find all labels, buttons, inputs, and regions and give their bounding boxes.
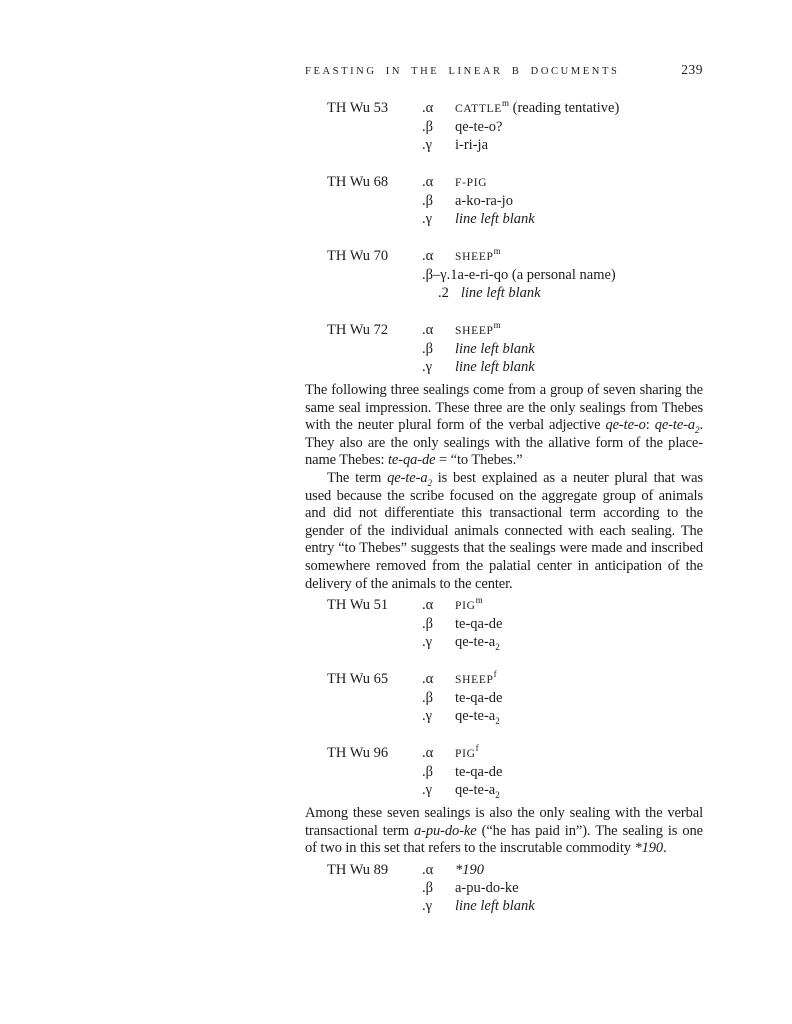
line-text bbox=[455, 596, 703, 615]
line-marker: .α bbox=[422, 248, 434, 264]
text-segment: (reading tentative) bbox=[509, 100, 620, 116]
section-entries bbox=[305, 596, 703, 799]
text-segment: line left blank bbox=[455, 359, 535, 375]
line-marker: .γ bbox=[422, 782, 433, 799]
entry-label: TH Wu 53 bbox=[327, 100, 389, 116]
text-segment: is best explained as a neuter plural that was used because the scribe focused on the aggregate group of animals and did not differentiate this transactional term according to the gender of the individual animals connected with each sealing. The entry “to Thebes” suggests that the sealings were made and inscribed somewhere removed from the palatial center in anticipation of the delivery of the animals to the center. bbox=[305, 469, 704, 592]
entry-line bbox=[422, 670, 703, 689]
entry-line bbox=[422, 689, 703, 707]
entry-line bbox=[422, 284, 703, 302]
line-marker: .γ bbox=[422, 897, 433, 914]
text-segment: qe-te-a bbox=[455, 708, 496, 725]
text-segment: f bbox=[493, 669, 497, 680]
section-entries bbox=[305, 861, 703, 915]
body-paragraph bbox=[305, 382, 703, 470]
line-marker: .α bbox=[422, 671, 434, 688]
line-text bbox=[461, 284, 703, 302]
line-marker: .β bbox=[422, 119, 434, 135]
text-segment: a-pu-do-ke bbox=[413, 822, 477, 839]
entry-line bbox=[422, 358, 703, 376]
line-text bbox=[455, 340, 703, 358]
text-segment: = “to Thebes.” bbox=[435, 452, 523, 469]
entry-lines bbox=[422, 321, 703, 376]
text-segment: a-e-ri-qo (a personal name) bbox=[457, 267, 616, 283]
line-marker: .α bbox=[422, 861, 434, 878]
page-number: 239 bbox=[681, 62, 703, 77]
sealing-entry bbox=[305, 744, 703, 799]
entry-label: TH Wu 68 bbox=[327, 174, 389, 190]
text-segment: : bbox=[645, 417, 655, 434]
line-marker: .β–γ.1 bbox=[422, 267, 458, 283]
text-segment: . They also are the only sealings with the allative form of the place-name Thebes: bbox=[305, 417, 703, 469]
line-marker: .β bbox=[422, 341, 434, 357]
line-text bbox=[455, 861, 703, 879]
entry-lines bbox=[422, 173, 703, 228]
text-segment: SHEEP bbox=[455, 674, 494, 687]
line-marker: .γ bbox=[422, 634, 433, 651]
text-segment: qe-te-a bbox=[455, 634, 496, 651]
text-segment: i-ri-ja bbox=[455, 137, 489, 153]
line-marker: .2 bbox=[438, 285, 449, 301]
text-segment: 2 bbox=[695, 425, 700, 436]
line-text bbox=[455, 210, 703, 228]
line-text bbox=[455, 99, 703, 118]
text-segment: 2 bbox=[495, 642, 500, 653]
text-segment: a-pu-do-ke bbox=[455, 879, 519, 896]
text-segment: *190 bbox=[634, 840, 664, 857]
text-segment: qe-te-a bbox=[455, 782, 496, 799]
line-text bbox=[455, 247, 703, 266]
text-segment: m bbox=[493, 320, 501, 331]
sealing-entry bbox=[305, 321, 703, 376]
line-marker: .β bbox=[422, 616, 434, 633]
entry-line bbox=[422, 136, 703, 154]
entry-line bbox=[422, 118, 703, 136]
line-marker: .β bbox=[422, 879, 434, 896]
entry-line bbox=[422, 781, 703, 799]
line-marker: .β bbox=[422, 690, 434, 707]
text-segment: te-qa-de bbox=[388, 452, 436, 469]
entry-line bbox=[422, 266, 703, 284]
entry-line bbox=[422, 633, 703, 651]
text-segment: F-PIG bbox=[455, 177, 488, 189]
text-segment: SHEEP bbox=[455, 251, 494, 263]
text-segment: m bbox=[493, 246, 501, 257]
line-text bbox=[455, 670, 703, 689]
text-segment: line left blank bbox=[460, 285, 541, 301]
sealing-entry bbox=[305, 861, 703, 915]
sealing-entry bbox=[305, 99, 703, 154]
text-segment: a-ko-ra-jo bbox=[455, 193, 513, 209]
running-header bbox=[305, 62, 703, 78]
text-segment: qe-te-o bbox=[605, 417, 646, 434]
entry-label: TH Wu 65 bbox=[327, 671, 389, 688]
line-text bbox=[455, 879, 703, 897]
text-segment: 2 bbox=[495, 790, 500, 801]
text-segment: (“he has paid in”). The sealing is one of two in this set that refers to the inscrutable commodity bbox=[305, 822, 703, 857]
entry-line bbox=[422, 210, 703, 228]
entry-label: TH Wu 72 bbox=[327, 322, 389, 338]
line-marker: .β bbox=[422, 193, 434, 209]
line-marker: .γ bbox=[422, 359, 433, 375]
entry-line bbox=[422, 861, 703, 879]
line-text bbox=[455, 707, 703, 725]
line-marker: .α bbox=[422, 100, 434, 116]
entry-lines bbox=[422, 861, 703, 915]
text-segment: . bbox=[663, 840, 667, 857]
body-paragraph bbox=[305, 470, 703, 593]
page-content bbox=[305, 99, 703, 915]
line-text bbox=[455, 358, 703, 376]
line-marker: .α bbox=[422, 597, 434, 614]
text-segment: te-qa-de bbox=[455, 616, 503, 633]
line-text bbox=[455, 118, 703, 136]
line-text bbox=[455, 615, 703, 633]
entry-line bbox=[422, 897, 703, 915]
line-text bbox=[455, 136, 703, 154]
entry-line bbox=[422, 596, 703, 615]
body-paragraph bbox=[305, 805, 703, 858]
entry-label: TH Wu 96 bbox=[327, 745, 389, 762]
text-segment: The term bbox=[327, 469, 388, 486]
line-text bbox=[455, 633, 703, 651]
entry-lines bbox=[422, 596, 703, 651]
text-segment: te-qa-de bbox=[455, 764, 503, 781]
text-segment: qe-te-a bbox=[654, 417, 696, 434]
sealing-entry bbox=[305, 596, 703, 651]
section-paragraphs bbox=[305, 382, 703, 593]
entry-label: TH Wu 70 bbox=[327, 248, 389, 264]
text-segment: SHEEP bbox=[455, 325, 494, 337]
sealing-entry bbox=[305, 670, 703, 725]
text-segment: 2 bbox=[495, 716, 500, 727]
text-segment: PIG bbox=[455, 748, 476, 761]
text-segment: Among these seven sealings is also the only sealing with the verbal transactional term bbox=[305, 805, 703, 839]
line-marker: .γ bbox=[422, 137, 433, 153]
entry-line bbox=[422, 707, 703, 725]
section-entries bbox=[305, 99, 703, 376]
text-segment: 2 bbox=[427, 477, 432, 488]
entry-lines bbox=[422, 670, 703, 725]
entry-line bbox=[422, 99, 703, 118]
entry-line bbox=[422, 247, 703, 266]
line-text bbox=[455, 192, 703, 210]
text-segment: te-qa-de bbox=[455, 690, 503, 707]
text-segment: line left blank bbox=[455, 211, 535, 227]
entry-label: TH Wu 89 bbox=[327, 861, 389, 878]
text-segment: m bbox=[475, 595, 483, 606]
line-marker: .α bbox=[422, 174, 434, 190]
line-text bbox=[455, 689, 703, 707]
text-segment: line left blank bbox=[455, 897, 535, 914]
entry-line bbox=[422, 744, 703, 763]
line-marker: .α bbox=[422, 745, 434, 762]
section-paragraphs bbox=[305, 805, 703, 858]
entry-line bbox=[422, 192, 703, 210]
entry-lines bbox=[422, 99, 703, 154]
line-text bbox=[455, 781, 703, 799]
sealing-entry bbox=[305, 173, 703, 228]
text-segment: The following three sealings come from a group of seven sharing the same seal impression. These three are the only sealings from Thebes with the neuter plural form of the verbal adjective bbox=[305, 382, 703, 434]
line-marker: .β bbox=[422, 764, 434, 781]
entry-line bbox=[422, 340, 703, 358]
text-segment: PIG bbox=[455, 600, 476, 613]
line-text bbox=[455, 763, 703, 781]
line-text bbox=[455, 744, 703, 763]
line-text bbox=[455, 173, 703, 192]
running-header-title: FEASTING IN THE LINEAR B DOCUMENTS bbox=[305, 66, 620, 77]
line-marker: .α bbox=[422, 322, 434, 338]
text-segment: *190 bbox=[455, 861, 484, 878]
text-segment: CATTLE bbox=[455, 103, 502, 115]
text-segment: f bbox=[475, 743, 479, 754]
entry-line bbox=[422, 321, 703, 340]
text-segment: qe-te-a bbox=[387, 469, 428, 486]
line-text bbox=[458, 266, 703, 284]
line-text bbox=[455, 321, 703, 340]
entry-line bbox=[422, 615, 703, 633]
line-marker: .γ bbox=[422, 211, 433, 227]
text-segment: m bbox=[502, 98, 510, 109]
entry-line bbox=[422, 173, 703, 192]
line-marker: .γ bbox=[422, 708, 433, 725]
entry-lines bbox=[422, 247, 703, 302]
entry-label: TH Wu 51 bbox=[327, 597, 389, 614]
entry-line bbox=[422, 763, 703, 781]
text-segment: qe-te-o? bbox=[455, 119, 503, 135]
sealing-entry bbox=[305, 247, 703, 302]
line-text bbox=[455, 897, 703, 915]
text-segment: line left blank bbox=[455, 341, 535, 357]
text-column bbox=[305, 62, 703, 921]
entry-line bbox=[422, 879, 703, 897]
entry-lines bbox=[422, 744, 703, 799]
